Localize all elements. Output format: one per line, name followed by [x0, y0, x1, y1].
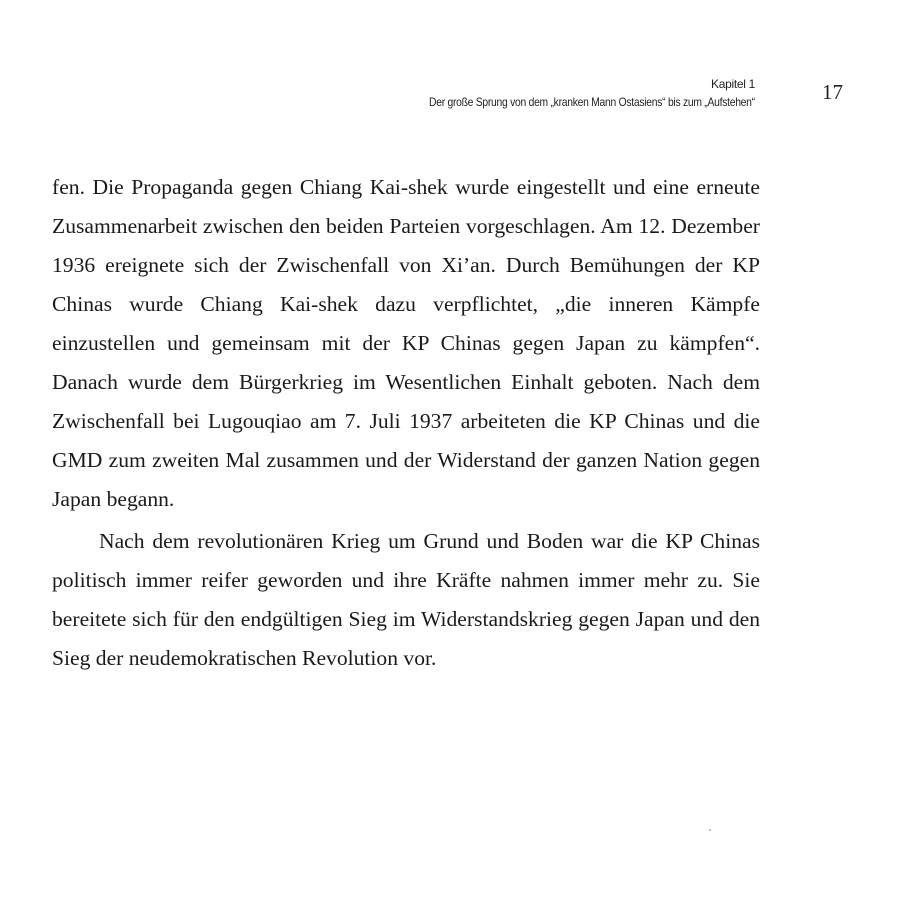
running-header	[376, 75, 755, 111]
page-number: 17	[822, 80, 843, 104]
body-text	[52, 168, 760, 678]
chapter-subtitle: Der große Sprung von dem „kranken Mann Ostasiens“ bis zum „Aufstehen“	[429, 95, 755, 109]
paragraph: fen. Die Propaganda gegen Chiang Kai-shek wurde eingestellt und eine erneute Zusammenarbeit zwischen den beiden Parteien vorgeschlagen. Am 12. Dezember 1936 ereignete sich der Zwischenfall von Xi’an. Durch Bemühungen der KP Chinas wurde Chiang Kai-shek dazu verpflichtet, „die inneren Kämpfe einzustellen und gemeinsam mit der KP Chinas gegen Japan zu kämpfen“. Danach wurde dem Bürgerkrieg im Wesentlichen Einhalt geboten. Nach dem Zwischenfall bei Lugouqiao am 7. Juli 1937 arbeiteten die KP Chinas und die GMD zum zweiten Mal zusammen und der Widerstand der ganzen Nation gegen Japan begann.	[52, 175, 760, 511]
paragraph: Nach dem revolutionären Krieg um Grund und Boden war die KP Chinas politisch immer reifer geworden und ihre Kräfte nahmen immer mehr zu. Sie bereitete sich für den endgültigen Sieg im Widerstandskrieg gegen Japan und den Sieg der neudemokratischen Revolution vor.	[52, 529, 760, 670]
scan-speck	[709, 829, 711, 831]
chapter-label: Kapitel 1	[711, 77, 755, 91]
